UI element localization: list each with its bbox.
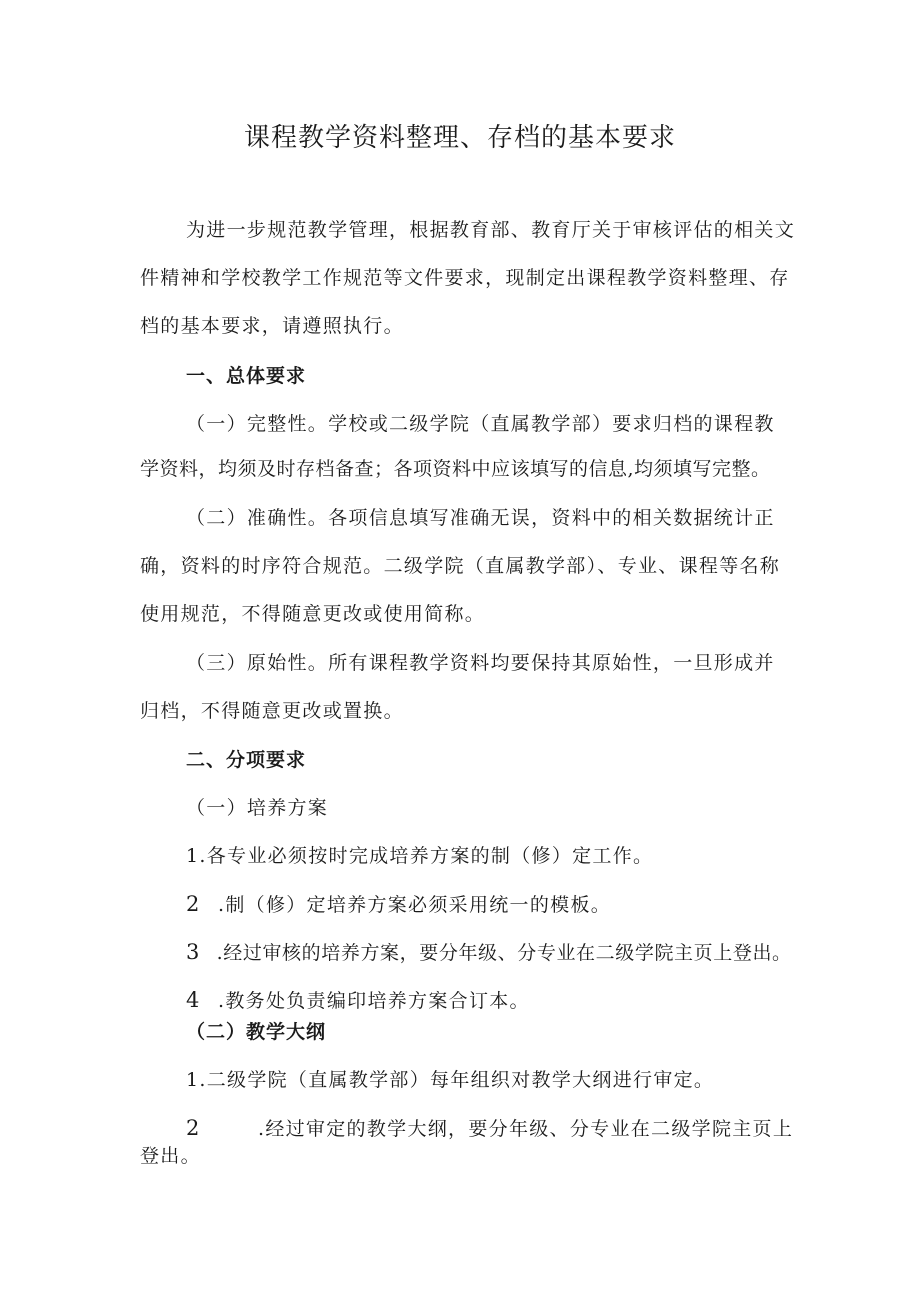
item-text: .制（修）定培养方案必须采用统一的模板。	[218, 894, 612, 916]
subsection-1-item-3	[186, 938, 792, 967]
intro-line-3: 档的基本要求，请遵照执行。	[140, 315, 404, 337]
subsection-1-item-2	[186, 890, 611, 919]
item-text: .经过审核的培养方案，要分年级、分专业在二级学院主页上登出。	[216, 942, 792, 964]
subsection-2-item-1: 1.二级学院（直属教学部）每年组织对教学大纲进行审定。	[186, 1069, 715, 1091]
intro-line-1: 为进一步规范教学管理，根据教育部、教育厅关于审核评估的相关文	[186, 219, 796, 241]
section-1-item-2-line-2: 确，资料的时序符合规范。二级学院（直属教学部）、专业、课程等名称	[140, 555, 781, 577]
subsection-2-item-2-line-2: 登出。	[140, 1145, 201, 1167]
item-number: 4	[186, 988, 201, 1012]
document-title: 课程教学资料整理、存档的基本要求	[243, 123, 676, 153]
section-2-heading: 二、分项要求	[186, 749, 307, 771]
section-1-item-1-line-1: （一）完整性。学校或二级学院（直属教学部）要求归档的课程教	[186, 413, 775, 435]
subsection-1-item-4	[186, 986, 530, 1015]
section-1-item-3-line-2: 归档，不得随意更改或置换。	[140, 700, 404, 722]
item-number: 2	[186, 892, 201, 916]
section-1-item-1-line-2: 学资料，均须及时存档备查；各项资料中应该填写的信息,均须填写完整。	[140, 458, 771, 480]
item-text: .教务处负责编印培养方案合订本。	[218, 990, 530, 1012]
section-1-item-3-line-1: （三）原始性。所有课程教学资料均要保持其原始性，一旦形成并	[186, 652, 775, 674]
section-1-item-2-line-3: 使用规范，不得随意更改或使用简称。	[140, 603, 486, 625]
subsection-1-item-1: 1.各专业必须按时完成培养方案的制（修）定工作。	[186, 845, 654, 867]
subsection-1-heading: （一）培养方案	[186, 797, 329, 819]
section-1-item-2-line-1: （二）准确性。各项信息填写准确无误，资料中的相关数据统计正	[186, 507, 775, 529]
item-number: 3	[186, 940, 200, 964]
subsection-2-item-2-line-1	[186, 1114, 793, 1143]
item-number: 2	[186, 1116, 201, 1140]
section-1-heading: 一、总体要求	[186, 365, 307, 387]
intro-line-2: 件精神和学校教学工作规范等文件要求，现制定出课程教学资料整理、存	[140, 267, 790, 289]
subsection-2-heading: （二）教学大纲	[186, 1021, 327, 1043]
item-text: .经过审定的教学大纲，要分年级、分专业在二级学院主页上	[258, 1118, 794, 1140]
